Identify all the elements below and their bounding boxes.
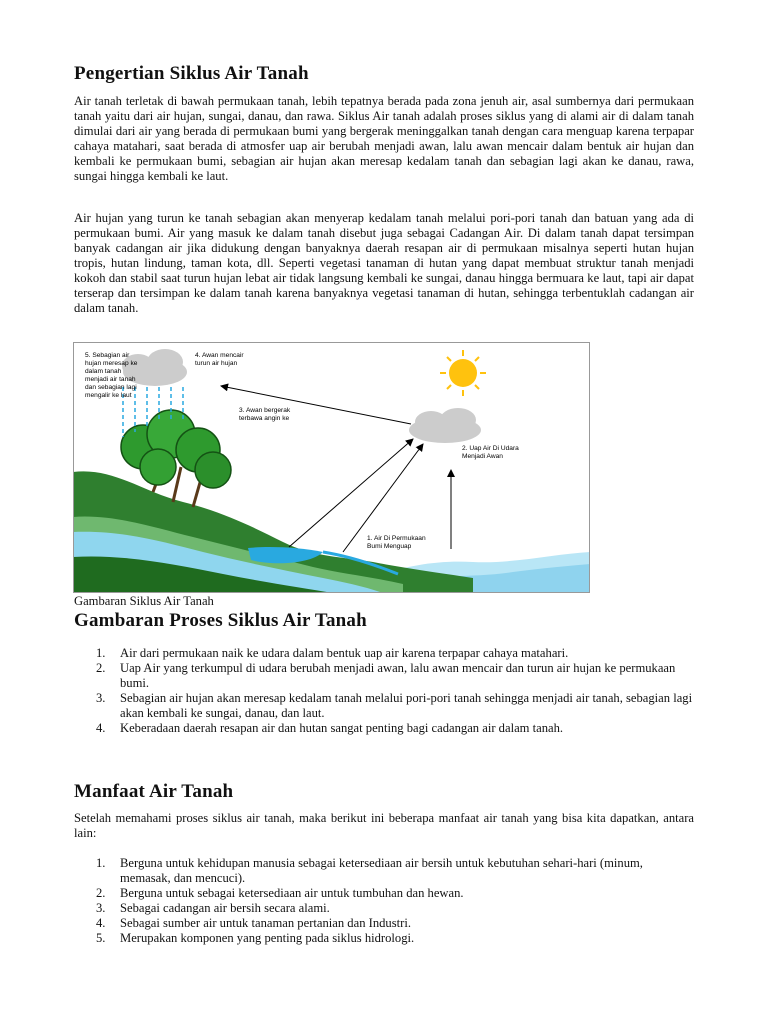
list-item	[74, 661, 694, 691]
list-number: 3.	[96, 691, 106, 705]
label-step-3	[239, 407, 292, 422]
label-4-line: turun air hujan	[195, 360, 238, 367]
list-text: Berguna untuk kehidupan manusia sebagai ketersediaan air bersih untuk kebutuhan sehari-hari (minum, memasak, dan mencuci).	[120, 856, 643, 885]
label-3-line: terbawa angin ke	[239, 415, 290, 422]
list-item	[74, 931, 694, 946]
list-number: 2.	[96, 886, 106, 900]
label-1-line: 1. Air Di Permukaan	[367, 535, 426, 542]
label-5-line: menjadi air tanah	[85, 376, 136, 383]
label-5-line: dalam tanah	[85, 368, 122, 375]
label-2-line: 2. Uap Air Di Udara	[462, 445, 519, 452]
list-text: Sebagian air hujan akan meresap kedalam tanah melalui pori-pori tanah sehingga menjadi air tanah, sebagian lagi akan kembali ke sungai, danau, dan laut.	[120, 691, 693, 720]
list-text: Air dari permukaan naik ke udara dalam bentuk uap air karena terpapar cahaya matahari.	[120, 646, 569, 660]
label-5-line: hujan meresap ke	[85, 360, 138, 367]
paragraph-definition: Air tanah terletak di bawah permukaan tanah, lebih tepatnya berada pada zona jenuh air, asal sumbernya dari permukaan tanah yaitu dari air hujan, sungai, danau, dan rawa. Siklus Air tanah adalah proses siklus yang di alami air di dalam tanah dimulai dari air yang berada di permukaan bumi yang bergerak meninggalkan tanah dengan cara menguap karena terpapar cahaya matahari, saat berada di atmosfer uap air berubah menjadi awan, lalu awan mencair dalam bentuk air hujan dan kembali ke permukaan bumi, sebagian air hujan akan meresap kedalam tanah dan sebagian lagi akan ke danau, rawa, sungai hingga kembali ke laut.	[74, 94, 694, 183]
list-item	[74, 856, 694, 886]
process-list	[74, 646, 694, 736]
label-2-line: Menjadi Awan	[462, 453, 503, 460]
label-4-line: 4. Awan mencair	[195, 352, 244, 359]
list-item	[74, 721, 694, 736]
list-number: 4.	[96, 721, 106, 735]
section-title-manfaat: Manfaat Air Tanah	[74, 781, 234, 802]
label-5-line: mengalir ke laut	[85, 392, 132, 399]
paragraph-benefits-intro: Setelah memahami proses siklus air tanah, maka berikut ini beberapa manfaat air tanah yang bisa kita dapatkan, antara lain:	[74, 811, 694, 840]
label-5-line: 5. Sebagian air	[85, 352, 130, 359]
list-item	[74, 916, 694, 931]
water-cycle-svg	[73, 342, 590, 593]
list-text: Merupakan komponen yang penting pada siklus hidrologi.	[120, 931, 415, 945]
list-text: Berguna untuk sebagai ketersediaan air untuk tumbuhan dan hewan.	[120, 886, 464, 900]
list-number: 2.	[96, 661, 106, 675]
list-text: Uap Air yang terkumpul di udara berubah menjadi awan, lalu awan mencair dan turun air hujan ke permukaan bumi.	[120, 661, 676, 690]
benefits-list	[74, 856, 694, 946]
list-item	[74, 886, 694, 901]
list-number: 5.	[96, 931, 106, 945]
list-number: 4.	[96, 916, 106, 930]
list-number: 1.	[96, 856, 106, 870]
label-3-line: 3. Awan bergerak	[239, 407, 291, 414]
list-text: Sebagai sumber air untuk tanaman pertanian dan Industri.	[120, 916, 411, 930]
list-item	[74, 901, 694, 916]
label-step-5	[85, 352, 139, 399]
water-cycle-diagram	[73, 342, 590, 593]
paragraph-groundwater-reserve: Air hujan yang turun ke tanah sebagian akan menyerap kedalam tanah melalui pori-pori tanah dan batuan yang ada di permukaan bumi. Air yang masuk ke dalam tanah disebut juga sebagai Cadangan Air. Di dalam tanah dapat tersimpan banyak cadangan air jika didukung dengan banyaknya daerah resapan air di permukaan misalnya seperti hutan hujan tropis, hutan lindung, taman kota, dll. Seperti vegetasi tanaman di hutan yang dapat membuat struktur tanah menjadi kokoh dan stabil saat turun hujan lebat air tidak langsung kembali ke sungai, danau hingga bermuara ke laut, tapi air dapat terserap dan tersimpan ke dalam tanah karena banyaknya vegetasi tanaman di hutan, sehingga terbentuklah cadangan air dalam tanah.	[74, 211, 694, 315]
list-number: 3.	[96, 901, 106, 915]
list-item	[74, 691, 694, 721]
label-5-line: dan sebagian lagi	[85, 384, 137, 391]
section-title-gambaran: Gambaran Proses Siklus Air Tanah	[74, 610, 367, 631]
list-item	[74, 646, 694, 661]
label-1-line: Bumi Menguap	[367, 543, 412, 550]
list-text: Keberadaan daerah resapan air dan hutan sangat penting bagi cadangan air dalam tanah.	[120, 721, 564, 735]
list-text: Sebagai cadangan air bersih secara alami.	[120, 901, 330, 915]
list-number: 1.	[96, 646, 106, 660]
figure-caption: Gambaran Siklus Air Tanah	[74, 594, 214, 608]
section-title-pengertian: Pengertian Siklus Air Tanah	[74, 63, 309, 84]
